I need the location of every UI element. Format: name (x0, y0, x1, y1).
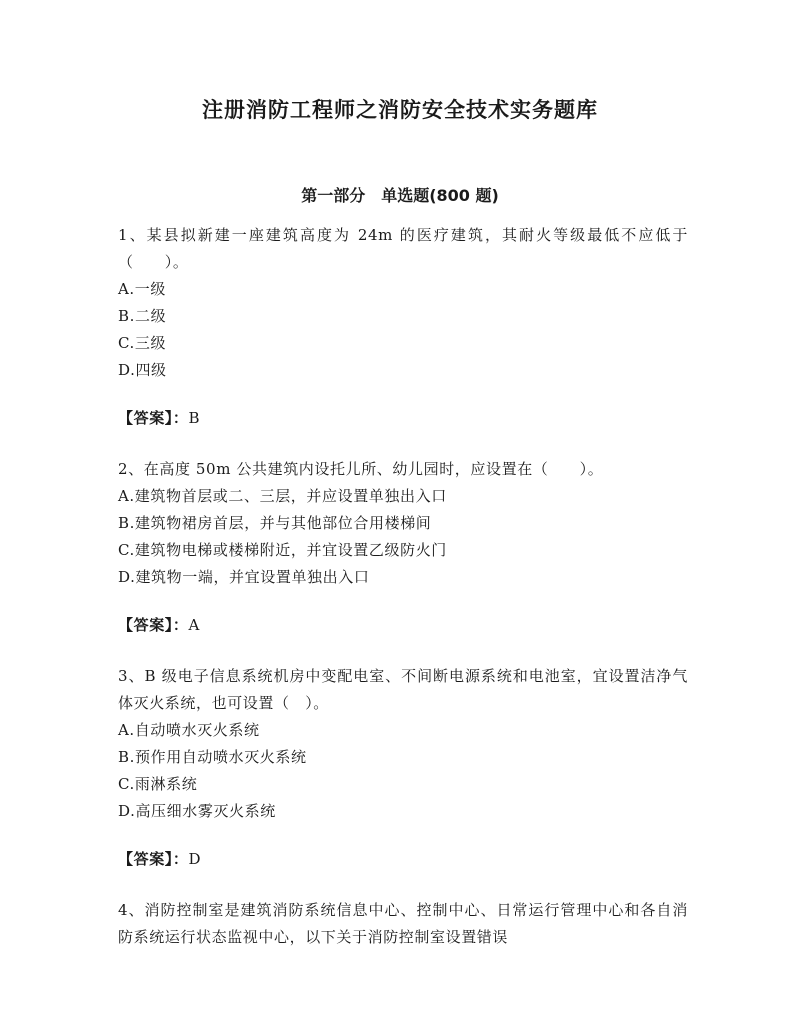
option-d: D.四级 (118, 361, 167, 379)
question-2 (118, 456, 688, 639)
answer-value: B (188, 409, 201, 427)
option-c: C.三级 (118, 334, 167, 352)
question-1 (118, 222, 688, 432)
question-stem: 1、某县拟新建一座建筑高度为 24m 的医疗建筑，其耐火等级最低不应低于（ ）。 (118, 226, 688, 271)
option-a: A.自动喷水灭火系统 (118, 721, 260, 739)
option-a: A.建筑物首层或二、三层，并应设置单独出入口 (118, 487, 447, 505)
section-title: 第一部分 单选题(800 题) (301, 186, 499, 205)
question-4 (118, 897, 688, 951)
answer-line (118, 846, 688, 873)
document-title: 注册消防工程师之消防安全技术实务题库 (202, 98, 598, 122)
option-b: B.建筑物裙房首层，并与其他部位合用楼梯间 (118, 514, 432, 532)
answer-label: 【答案】： (118, 850, 189, 868)
answer-line (118, 612, 688, 639)
option-c: C.雨淋系统 (118, 775, 198, 793)
option-a: A.一级 (118, 280, 167, 298)
question-list (118, 222, 688, 975)
question-stem: 2、在高度 50m 公共建筑内设托儿所、幼儿园时，应设置在（ ）。 (118, 460, 604, 478)
answer-label: 【答案】： (118, 616, 189, 634)
answer-value: A (188, 616, 200, 634)
option-b: B.预作用自动喷水灭火系统 (118, 748, 307, 766)
answer-line (118, 405, 688, 432)
answer-label: 【答案】： (118, 409, 189, 427)
question-stem: 3、B 级电子信息系统机房中变配电室、不间断电源系统和电池室，宜设置洁净气体灭火系统，也可设置（ ）。 (118, 667, 688, 712)
option-d: D.建筑物一端，并宜设置单独出入口 (118, 568, 370, 586)
question-stem: 4、消防控制室是建筑消防系统信息中心、控制中心、日常运行管理中心和各自消防系统运行状态监视中心，以下关于消防控制室设置错误 (118, 901, 688, 946)
option-c: C.建筑物电梯或楼梯附近，并宜设置乙级防火门 (118, 541, 447, 559)
option-d: D.高压细水雾灭火系统 (118, 802, 276, 820)
option-b: B.二级 (118, 307, 167, 325)
question-3 (118, 663, 688, 873)
answer-value: D (188, 850, 202, 868)
